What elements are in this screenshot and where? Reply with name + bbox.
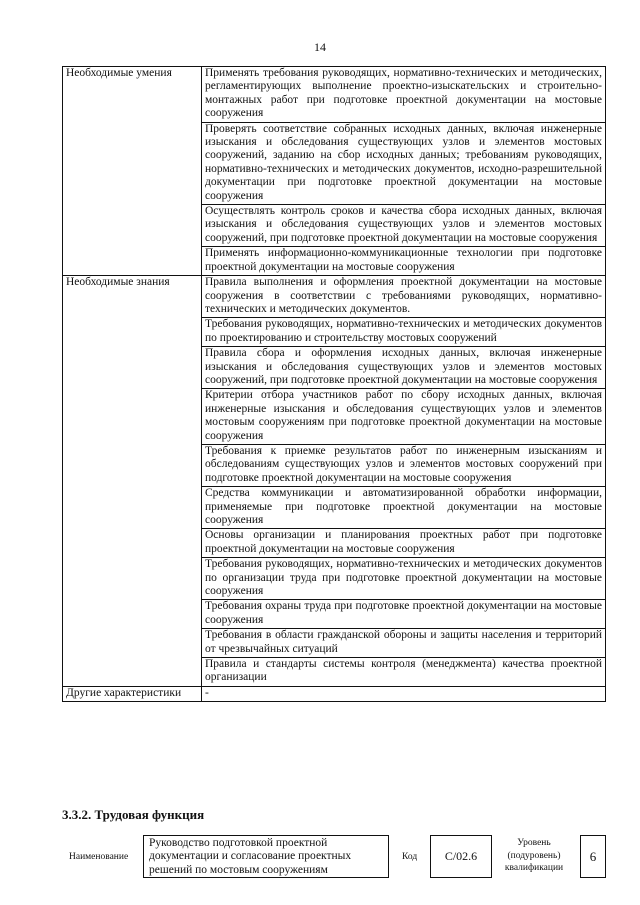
- skill-item: Применять требования руководящих, нормативно-технических и методических, регламентирующих выполнение проектно-изыскательских и строительно-монтажных работ при подготовке проектной документации на мостовые сооружения: [202, 67, 606, 123]
- qualification-level-label: Уровень (подуровень) квалификации: [504, 838, 564, 873]
- other-characteristics-value: -: [202, 686, 606, 701]
- section-title: 3.3.2. Трудовая функция: [62, 807, 205, 822]
- knowledge-item: Требования руководящих, нормативно-технических и методических документов по проектированию и строительству мостовых сооружений: [202, 318, 606, 347]
- knowledge-item: Критерии отбора участников работ по сбору исходных данных, включая инженерные изыскания и обследования существующих узлов и элементов мостовым сооружениям при подготовке проектной документации на мостовые сооружения: [202, 389, 606, 445]
- name-label: Наименование: [69, 852, 129, 862]
- qualification-level-box: 6: [580, 835, 606, 878]
- table-row: [63, 276, 606, 318]
- code-label: Код: [402, 852, 418, 862]
- knowledge-item: Требования в области гражданской обороны и защиты населения и территорий от чрезвычайных ситуаций: [202, 629, 606, 658]
- skill-item: Проверять соответствие собранных исходных данных, включая инженерные изыскания и обследования существующих узлов и элементов мостовых сооружений, заданию на сбор исходных данных; требованиям руководящих, нормативно-технических и методических документов, исходно-разрешительной документации при подготовке проектной документации на мостовые сооружения: [202, 122, 606, 204]
- skills-label: Необходимые умения: [63, 67, 202, 276]
- skill-item: Осуществлять контроль сроков и качества сбора исходных данных, включая изыскания и обследования существующих узлов и элементов мостовых сооружений, при подготовке проектной документации на мостовые сооружения: [202, 205, 606, 247]
- knowledge-item: Средства коммуникации и автоматизированной обработки информации, применяемые при подготовке проектной документации на мостовые сооружения: [202, 487, 606, 529]
- knowledge-item: Требования руководящих, нормативно-технических и методических документов по организации труда при подготовке проектной документации на мостовые сооружения: [202, 558, 606, 600]
- table-row: [63, 686, 606, 701]
- knowledge-label: Необходимые знания: [63, 276, 202, 687]
- function-name-box: Руководство подготовкой проектной документации и согласование проектных решений по мостовым сооружениям: [143, 835, 389, 878]
- knowledge-item: Основы организации и планирования проектных работ при подготовке проектной документации на мостовые сооружения: [202, 529, 606, 558]
- skill-item: Применять информационно-коммуникационные технологии при подготовке проектной документации на мостовые сооружения: [202, 247, 606, 276]
- knowledge-item: Правила и стандарты системы контроля (менеджмента) качества проектной организации: [202, 658, 606, 687]
- other-characteristics-label: Другие характеристики: [63, 686, 202, 701]
- knowledge-item: Требования к приемке результатов работ по инженерным изысканиям и обследованиям существующих узлов и элементов мостовых сооружений при подготовке проектной документации на мостовые сооружения: [202, 444, 606, 486]
- skills-knowledge-table: [62, 66, 606, 702]
- knowledge-item: Требования охраны труда при подготовке проектной документации на мостовые сооружения: [202, 600, 606, 629]
- knowledge-item: Правила выполнения и оформления проектной документации на мостовые сооружения в соответствии с требованиями руководящих, нормативно-технических и методических документов.: [202, 276, 606, 318]
- knowledge-item: Правила сбора и оформления исходных данных, включая инженерные изыскания и обследования существующих узлов и элементов мостовых сооружений, при подготовке проектной документации на мостовые сооружения: [202, 347, 606, 389]
- function-code-box: С/02.6: [430, 835, 492, 878]
- page-number: 14: [314, 40, 326, 54]
- table-row: [63, 67, 606, 123]
